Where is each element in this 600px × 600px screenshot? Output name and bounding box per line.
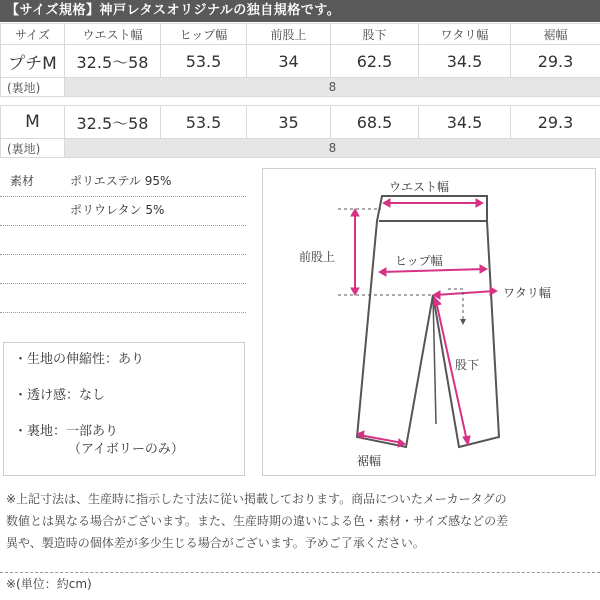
material-row-empty	[0, 255, 246, 284]
label-thigh: ワタリ幅	[503, 286, 551, 300]
table-cell: 53.5	[161, 106, 247, 139]
property-sheerness	[4, 387, 244, 405]
material-label: 素材	[10, 174, 35, 188]
column-header: ヒップ幅	[161, 24, 247, 45]
material-row-empty	[0, 226, 246, 255]
property-lining	[4, 423, 244, 459]
table-cell: 32.5〜58	[65, 106, 161, 139]
material-row	[0, 168, 246, 197]
label-waist: ウエスト幅	[389, 180, 450, 194]
material-item: ポリウレタン 5%	[70, 203, 165, 217]
table-cell: 29.3	[511, 45, 600, 78]
pants-outline	[357, 196, 499, 447]
material-list	[0, 168, 246, 313]
size-name-cell: プチM	[1, 45, 65, 78]
pants-diagram	[263, 169, 597, 477]
table-header-row	[1, 24, 600, 45]
table-cell: 34.5	[419, 106, 511, 139]
table-cell: 34.5	[419, 45, 511, 78]
table-cell: 68.5	[331, 106, 419, 139]
column-header: ウエスト幅	[65, 24, 161, 45]
table-row	[1, 45, 600, 78]
property-text: ・裏地：一部あり	[14, 424, 119, 439]
label-hip: ヒップ幅	[395, 254, 443, 268]
table-row	[1, 106, 600, 139]
label-front-rise: 前股上	[299, 250, 336, 264]
lining-label: (裏地)	[1, 139, 65, 158]
table-cell: 62.5	[331, 45, 419, 78]
size-name-cell: M	[1, 106, 65, 139]
material-row-empty	[0, 284, 246, 313]
section-header: 【サイズ規格】神戸レタスオリジナルの独自規格です。	[0, 0, 600, 22]
column-header: ワタリ幅	[419, 24, 511, 45]
disclaimer-note	[6, 488, 596, 554]
note-line: 異や、製造時の個体差が多少生じる場合がございます。予めご了承ください。	[6, 536, 425, 550]
property-text: ・生地の伸縮性：あり	[14, 352, 145, 367]
property-text: ・透け感：なし	[14, 388, 106, 403]
label-hem: 裾幅	[357, 454, 382, 468]
column-header: 股下	[331, 24, 419, 45]
property-sub-text: （アイボリーのみ）	[68, 442, 184, 457]
lining-value: 8	[65, 139, 600, 158]
table-cell: 29.3	[511, 106, 600, 139]
material-row	[0, 197, 246, 226]
unit-note: ※(単位：約cm)	[0, 572, 600, 592]
row-spacer	[1, 97, 600, 106]
label-inseam: 股下	[455, 358, 480, 372]
table-cell: 34	[247, 45, 331, 78]
size-table	[0, 23, 600, 158]
column-header: サイズ	[1, 24, 65, 45]
column-header: 裾幅	[511, 24, 600, 45]
table-cell: 53.5	[161, 45, 247, 78]
lining-row	[1, 78, 600, 97]
table-cell: 32.5〜58	[65, 45, 161, 78]
lining-row	[1, 139, 600, 158]
thigh-guide-arrowhead	[460, 319, 466, 325]
lining-label: (裏地)	[1, 78, 65, 97]
measurement-diagram	[262, 168, 596, 476]
note-line: ※上記寸法は、生産時に指示した寸法に従い掲載しております。商品についたメーカータグの	[6, 492, 507, 506]
lining-value: 8	[65, 78, 600, 97]
property-stretch	[4, 351, 244, 369]
fabric-properties	[3, 342, 245, 476]
material-item: ポリエステル 95%	[70, 174, 172, 188]
table-cell: 35	[247, 106, 331, 139]
note-line: 数値とは異なる場合がございます。また、生産時期の違いによる色・素材・サイズ感などの差	[6, 514, 509, 528]
column-header: 前股上	[247, 24, 331, 45]
